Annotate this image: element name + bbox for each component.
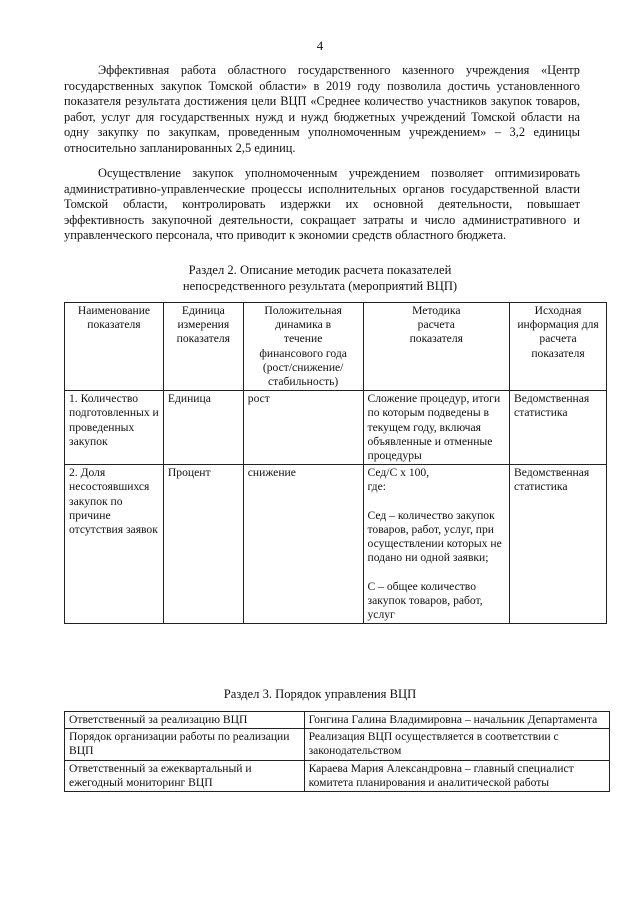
management-table: [64, 711, 610, 792]
table-row: [65, 465, 607, 624]
section2-title-line2: непосредственного результата (мероприятий ВЦП): [182, 278, 458, 293]
cell-value: Караева Мария Александровна – главный специалист комитета планирования и аналитической работы: [304, 760, 609, 791]
table-row: [65, 729, 610, 760]
methods-table: [64, 302, 607, 624]
cell-dynamics: снижение: [243, 465, 363, 624]
cell-dynamics: рост: [243, 391, 363, 465]
header-method: Методика расчета показателя: [363, 303, 510, 391]
header-unit: Единица измерения показателя: [163, 303, 243, 391]
cell-label: Порядок организации работы по реализации ВЦП: [65, 729, 305, 760]
cell-label: Ответственный за ежеквартальный и ежегодный мониторинг ВЦП: [65, 760, 305, 791]
table-row: [65, 391, 607, 465]
header-source: Исходная информация для расчета показателя: [510, 303, 607, 391]
page-number: 4: [316, 38, 324, 53]
table-row: [65, 712, 610, 729]
cell-method: Сед/С х 100, где: Сед – количество закупок товаров, работ, услуг, при осуществлении которых не подано ни одной заявки; С – общее количество закупок товаров, работ, услуг: [363, 465, 510, 624]
cell-indicator-name: 2. Доля несостоявшихся закупок по причине отсутствия заявок: [65, 465, 164, 624]
section2-title-line1: Раздел 2. Описание методик расчета показателей: [188, 263, 452, 277]
cell-unit: Процент: [163, 465, 243, 624]
cell-source: Ведомственная статистика: [510, 391, 607, 465]
cell-value: Гонгина Галина Владимировна – начальник Департамента: [304, 712, 609, 729]
cell-value: Реализация ВЦП осуществляется в соответствии с законодательством: [304, 729, 609, 760]
table-row: [65, 760, 610, 791]
paragraph-procurement: Осуществление закупок уполномоченным учреждением позволяет оптимизировать административно-управленческие процессы исполнительных органов государственной власти Томской области, контролировать издержки их основной деятельности, повышает эффективность закупочной деятельности, сокращает затраты и число административного и управленческого персонала, что приводит к экономии средств областного бюджета.: [64, 166, 580, 243]
methods-table-header-row: [65, 303, 607, 391]
cell-method: Сложение процедур, итоги по которым подведены в текущем году, включая объявленные и отменные процедуры: [363, 391, 510, 465]
cell-source: Ведомственная статистика: [510, 465, 607, 624]
paragraph-results: Эффективная работа областного государственного казенного учреждения «Центр государственных закупок Томской области» в 2019 году позволила достичь установленного показателя результата достижения цели ВЦП «Среднее количество участников закупок товаров, работ, услуг для государственных нужд и нужд бюджетных учреждений Томской области на одну закупку по закупкам, проведенным уполномоченным учреждением» – 3,2 единицы относительно запланированных 2,5 единиц.: [64, 63, 580, 155]
cell-label: Ответственный за реализацию ВЦП: [65, 712, 305, 729]
cell-unit: Единица: [163, 391, 243, 465]
section2-title: [0, 263, 640, 294]
header-indicator-name: Наименование показателя: [65, 303, 164, 391]
cell-indicator-name: 1. Количество подготовленных и проведенных закупок: [65, 391, 164, 465]
header-dynamics: Положительная динамика в течение финансового года (рост/снижение/ стабильность): [243, 303, 363, 391]
section3-title: Раздел 3. Порядок управления ВЦП: [223, 687, 417, 701]
